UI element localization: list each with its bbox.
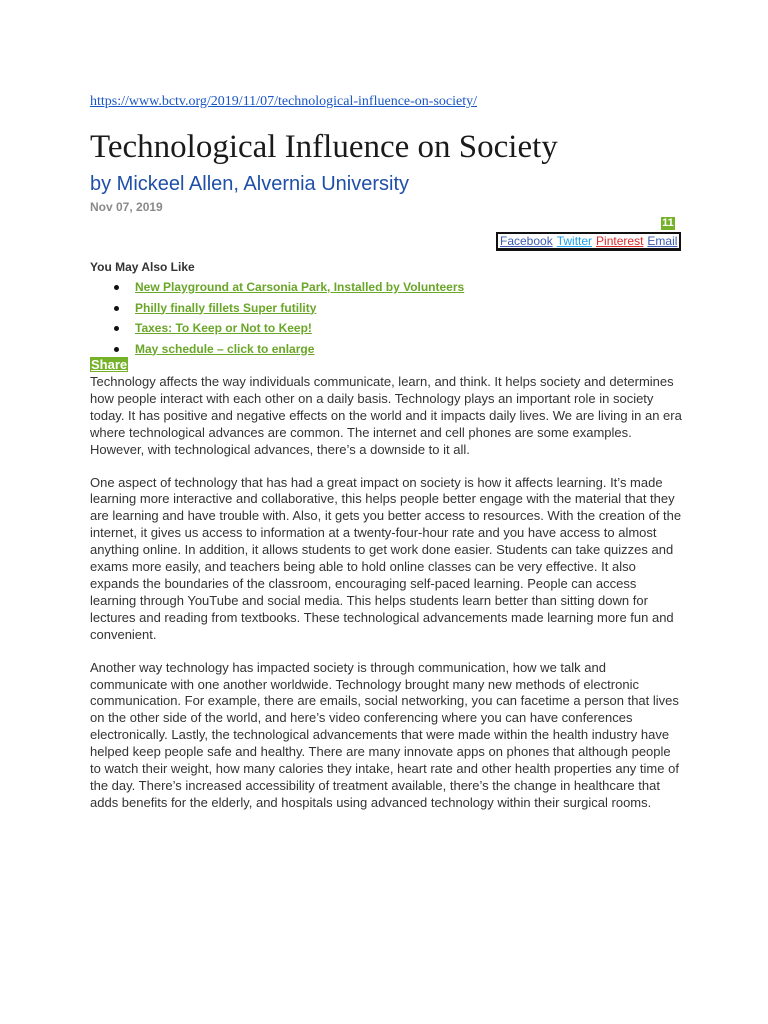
bullet-icon [114,326,119,331]
related-item [90,300,464,321]
share-count-badge: 11 [662,217,674,229]
body-paragraph: One aspect of technology that has had a great impact on society is how it affects learning. It’s made learning more interactive and collaborative, this helps people better engage with the material that they are learning and have trouble with. Also, it gets you better access to resources. With the creation of the internet, it gives us access to information at a twenty-four-hour rate and you have access to almost anything online. In addition, it allows students to get work done easier. Students can take quizzes and exams more easily, and teachers being able to hold online classes can be very effective. It also expands the boundaries of the classroom, encouraging self-paced learning. People can access learning through YouTube and social media. This helps students learn better than sitting down for lectures and reading from textbooks. These technological advancements made learning more fun and convenient. [90,474,682,642]
related-link[interactable]: May schedule – click to enlarge [135,341,315,356]
article-title: Technological Influence on Society [90,129,558,165]
related-item [90,279,464,300]
related-item [90,320,464,341]
related-link[interactable]: Taxes: To Keep or Not to Keep! [135,321,312,335]
source-url-link[interactable]: https://www.bctv.org/2019/11/07/technological-influence-on-society/ [90,94,477,109]
article-body [90,374,682,828]
related-link[interactable]: Philly finally fillets Super futility [135,300,317,315]
body-paragraph: Technology affects the way individuals communicate, learn, and think. It helps society and determines how people interact with each other on a daily basis. Technology plays an important role in society today. It has positive and negative effects on the world and it impacts daily lives. We are living in an era where technological advances are common. The internet and cell phones are some examples. However, with technological advances, there’s a downside to it all. [90,374,682,457]
body-paragraph: Another way technology has impacted society is through communication, how we talk and communicate with one another worldwide. Technology brought many new methods of electronic communication. For example, there are emails, social networking, you can facetime a person that lives on the other side of the world, and here’s video conferencing where you can have conferences electronically. Lastly, the technological advancements that were made within the health industry have helped keep people safe and healthy. There are many innovate apps on phones that although people to watch their weight, how many calories they intake, heart rate and other health properties any time of the day. There’s increased accessibility of treatment available, there’s the change in healthcare that adds benefits for the elderly, and hospitals using advanced technology within their surgical rooms. [90,659,679,810]
related-link[interactable]: New Playground at Carsonia Park, Installed by Volunteers [135,280,465,294]
bullet-icon [114,347,119,352]
bullet-icon [114,285,119,290]
bullet-icon [114,306,119,311]
related-list [90,279,464,361]
twitter-share-link[interactable]: Twitter [556,234,593,248]
share-buttons-bar [496,232,681,251]
pinterest-share-link[interactable]: Pinterest [596,234,644,248]
article-date: Nov 07, 2019 [90,200,163,214]
share-button[interactable]: Share [91,357,128,372]
related-item [90,341,464,362]
facebook-share-link[interactable]: Facebook [500,234,553,248]
article-byline: by Mickeel Allen, Alvernia University [90,173,410,195]
related-heading: You May Also Like [90,260,195,274]
email-share-link[interactable]: Email [647,234,678,248]
